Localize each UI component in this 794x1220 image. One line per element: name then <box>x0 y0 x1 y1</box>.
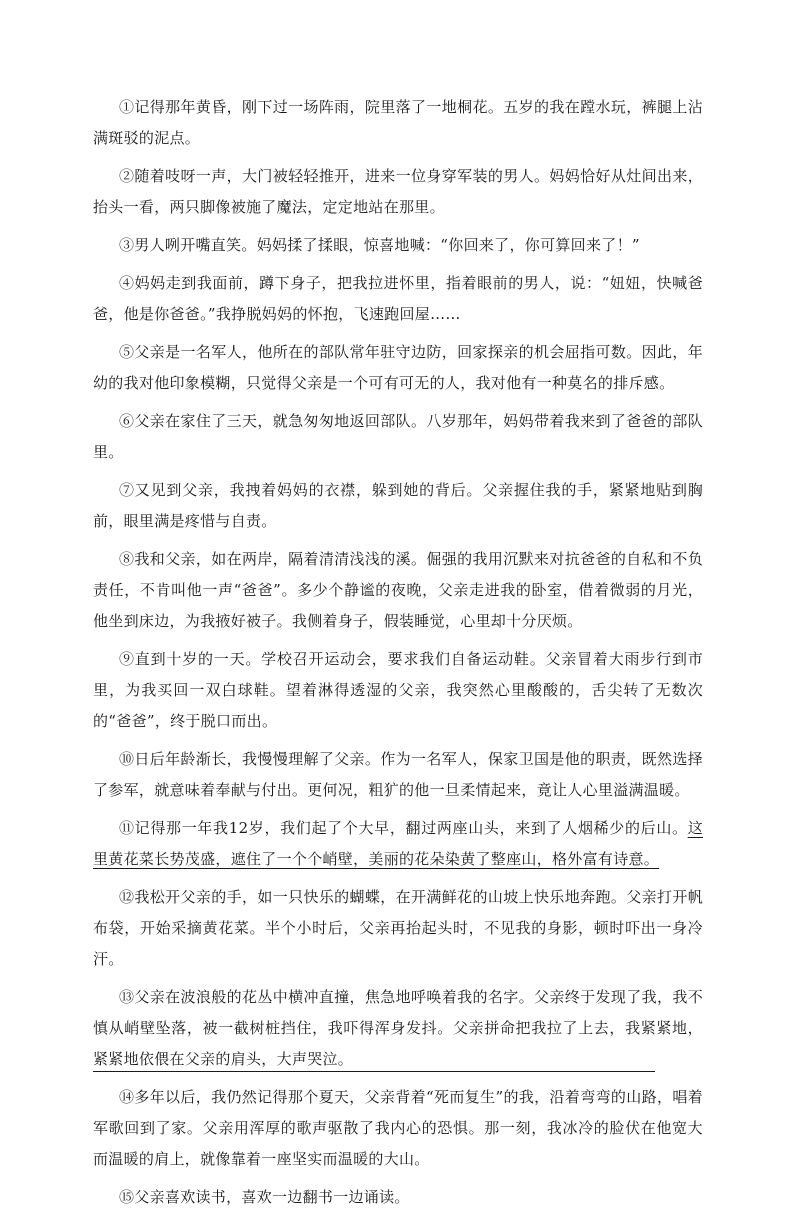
paragraph-11 <box>93 813 703 875</box>
paragraph-7: ⑦又见到父亲，我拽着妈妈的衣襟，躲到她的背后。父亲握住我的手，紧紧地贴到胸前，眼里满是疼惜与自责。 <box>93 481 703 530</box>
paragraph-11-text: ⑪记得那一年我12岁，我们起了个大早，翻过两座山头，来到了人烟稀少的后山。 <box>119 819 688 837</box>
paragraph-15: ⑮父亲喜欢读书，喜欢一边翻书一边诵读。 <box>119 1188 410 1206</box>
paragraph-4: ④妈妈走到我面前，蹲下身子，把我拉进怀里，指着眼前的男人，说：“妞妞，快喊爸爸，他是你爸爸。”我挣脱妈妈的怀抱，飞速跑回屋…… <box>93 274 703 323</box>
paragraph-14: ⑭多年以后，我仍然记得那个夏天，父亲背着“死而复生”的我，沿着弯弯的山路，唱着军歌回到了家。父亲用浑厚的歌声驱散了我内心的恐惧。那一刻，我冰冷的脸伏在他宽大而温暖的肩上，就像靠着一座坚实而温暖的大山。 <box>93 1088 703 1168</box>
paragraph-11-underlined-sentence: 这里黄花菜长势茂盛，遮住了一个个峭壁，美丽的花朵染黄了整座山，格外富有诗意。 <box>93 819 703 868</box>
paragraph-1: ①记得那年黄昏，刚下过一场阵雨，院里落了一地桐花。五岁的我在蹚水玩，裤腿上沾满斑驳的泥点。 <box>93 98 703 147</box>
paragraph-8: ⑧我和父亲，如在两岸，隔着清清浅浅的溪。倔强的我用沉默来对抗爸爸的自私和不负责任，不肯叫他一声“爸爸”。多少个静谧的夜晚，父亲走进我的卧室，借着微弱的月光，他坐到床边，为我掖好被子。我侧着身子，假装睡觉，心里却十分厌烦。 <box>93 550 703 630</box>
paragraph-6: ⑥父亲在家住了三天，就急匆匆地返回部队。八岁那年，妈妈带着我来到了爸爸的部队里。 <box>93 412 703 461</box>
paragraph-3: ③男人咧开嘴直笑。妈妈揉了揉眼，惊喜地喊：“你回来了，你可算回来了！” <box>119 236 640 254</box>
article-body <box>93 92 703 1220</box>
bottom-divider-line <box>93 1071 655 1072</box>
paragraph-9: ⑨直到十岁的一天。学校召开运动会，要求我们自备运动鞋。父亲冒着大雨步行到市里，为我买回一双白球鞋。望着淋得透湿的父亲，我突然心里酸酸的，舌尖转了无数次的“爸爸”，终于脱口而出。 <box>93 650 703 730</box>
paragraph-2: ②随着吱呀一声，大门被轻轻推开，进来一位身穿军装的男人。妈妈恰好从灶间出来，抬头一看，两只脚像被施了魔法，定定地站在那里。 <box>93 167 703 216</box>
paragraph-13: ⑬父亲在波浪般的花丛中横冲直撞，焦急地呼唤着我的名字。父亲终于发现了我，我不慎从峭壁坠落，被一截树桩挡住，我吓得浑身发抖。父亲拼命把我拉了上去，我紧紧地，紧紧地依偎在父亲的肩头，大声哭泣。 <box>93 988 703 1068</box>
paragraph-5: ⑤父亲是一名军人，他所在的部队常年驻守边防，回家探亲的机会屈指可数。因此，年幼的我对他印象模糊，只觉得父亲是一个可有可无的人，我对他有一种莫名的排斥感。 <box>93 343 703 392</box>
paragraph-12: ⑫我松开父亲的手，如一只快乐的蝴蝶，在开满鲜花的山坡上快乐地奔跑。父亲打开帆布袋，开始采摘黄花菜。半个小时后，父亲再抬起头时，不见我的身影，顿时吓出一身冷汗。 <box>93 888 703 968</box>
paragraph-10: ⑩日后年龄渐长，我慢慢理解了父亲。作为一名军人，保家卫国是他的职责，既然选择了参军，就意味着奉献与付出。更何况，粗犷的他一旦柔情起来，竟让人心里溢满温暖。 <box>93 750 703 799</box>
